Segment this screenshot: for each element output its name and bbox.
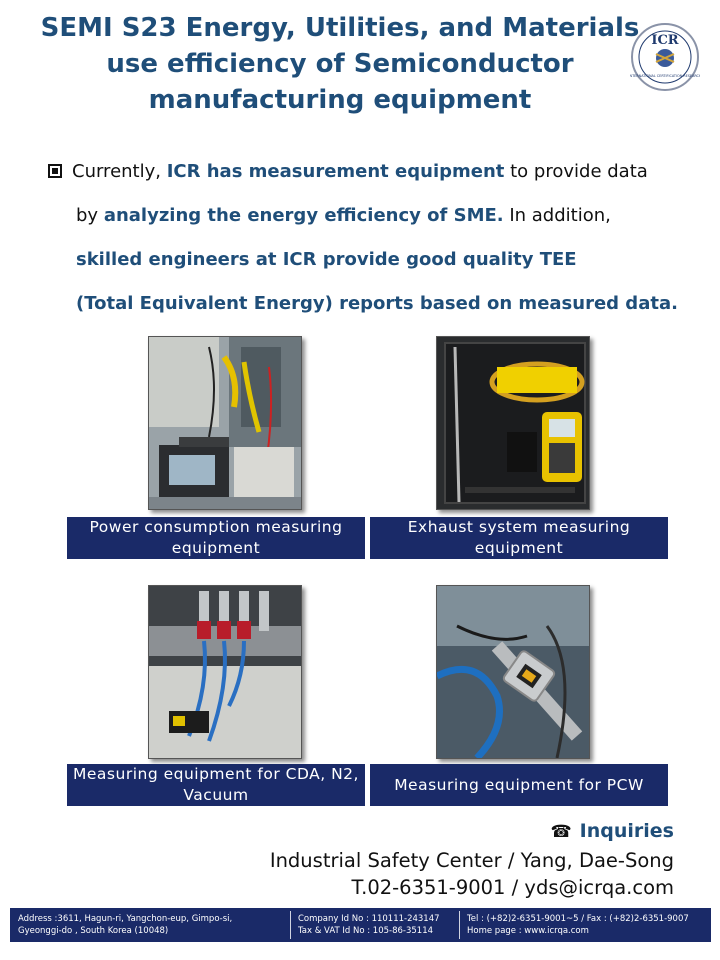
footer-contact: Tel : (+82)2-6351-9001~5 / Fax : (+82)2-6351-9007 Home page : www.icrqa.com xyxy=(467,914,689,936)
title-line-3: manufacturing equipment xyxy=(148,85,532,115)
inquiries-phone-email[interactable]: T.02-6351-9001 / yds@icrqa.com xyxy=(351,876,674,899)
logo-ring-text: INTERNATIONAL CERTIFICATION RESEARCH xyxy=(630,74,700,78)
page-title xyxy=(20,10,660,118)
title-line-1: SEMI S23 Energy, Utilities, and Materials xyxy=(40,13,640,43)
caption-exhaust: Exhaust system measuring equipment xyxy=(370,517,668,559)
footer-divider xyxy=(459,911,460,939)
footer-bar xyxy=(10,908,711,942)
telephone-icon: ☎ xyxy=(550,822,572,842)
caption-pcw: Measuring equipment for PCW xyxy=(370,764,668,806)
intro-line-1: Currently, ICR has measurement equipment to provide data xyxy=(48,150,688,194)
title-line-2: use efficiency of Semiconductor xyxy=(106,49,574,79)
intro-line-3: skilled engineers at ICR provide good quality TEE xyxy=(76,249,577,270)
caption-power: Power consumption measuring equipment xyxy=(67,517,365,559)
photo-flow-meters xyxy=(148,585,302,759)
inquiries-heading: ☎ Inquiries xyxy=(550,820,674,842)
footer-homepage-link[interactable]: Home page : www.icrqa.com xyxy=(467,926,589,936)
icr-logo xyxy=(630,22,700,92)
photo-power-meter xyxy=(148,336,302,510)
logo-text: ICR xyxy=(651,33,679,48)
caption-cda: Measuring equipment for CDA, N2, Vacuum xyxy=(67,764,365,806)
footer-company-ids: Company Id No : 110111-243147 Tax & VAT Id No : 105-86-35114 xyxy=(298,914,440,936)
intro-paragraph xyxy=(48,150,688,326)
inquiries-contact: Industrial Safety Center / Yang, Dae-Song xyxy=(269,849,674,872)
intro-line-2: by analyzing the energy efficiency of SME. In addition, xyxy=(76,205,611,226)
photo-exhaust-meter xyxy=(436,336,590,510)
intro-line-4: (Total Equivalent Energy) reports based on measured data. xyxy=(76,293,678,314)
footer-address: Address :3611, Hagun-ri, Yangchon-eup, Gimpo-si, Gyeonggi-do , South Korea (10048) xyxy=(18,914,233,936)
square-bullet-icon xyxy=(48,164,62,178)
photo-pcw-meter xyxy=(436,585,590,759)
footer-divider xyxy=(290,911,291,939)
